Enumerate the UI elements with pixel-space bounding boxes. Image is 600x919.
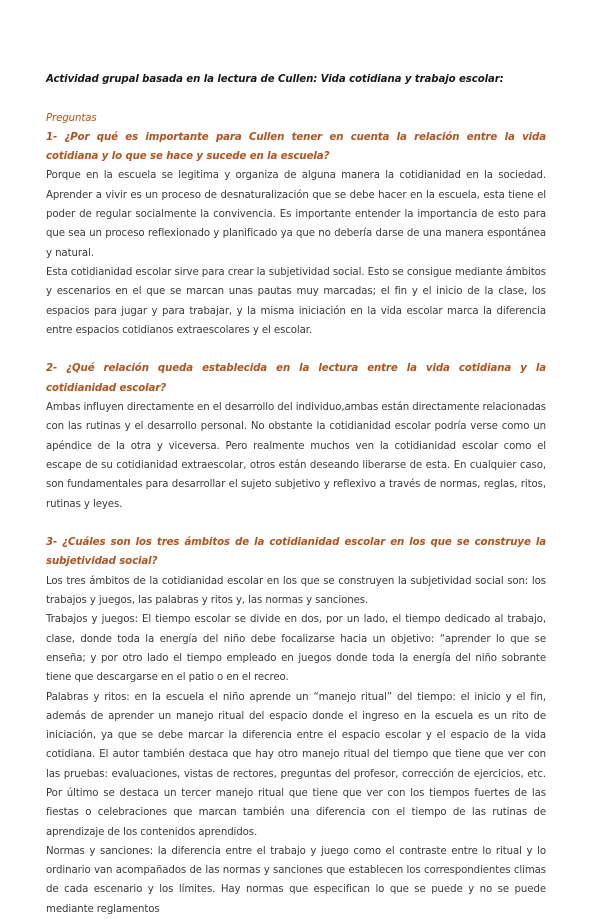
- question-3: 3- ¿Cuáles son los tres ámbitos de la cotidianidad escolar en los que se construye la subjetividad social?: [46, 537, 546, 568]
- answer-2-paragraph-1: Ambas influyen directamente en el desarrollo del individuo,ambas están directamente relacionadas con las rutinas y el desarrollo personal. No obstante la cotidianidad escolar podría verse como un apéndice de la otra y viceversa. Pero realmente muchos ven la cotidianidad escolar como el escape de su cotidianidad extraescolar, otros están deseando liberarse de esta. En cualquier caso, son fundamentales para desarrollar el sujeto subjetivo y reflexivo a través de normas, reglas, ritos, rutinas y leyes.: [46, 402, 546, 510]
- question-1: 1- ¿Por qué es importante para Cullen tener en cuenta la relación entre la vida cotidiana y lo que se hace y sucede en la escuela?: [46, 131, 546, 163]
- section-heading: Preguntas: [46, 112, 97, 124]
- answer-1-paragraph-2: Esta cotidianidad escolar sirve para crear la subjetividad social. Esto se consigue mediante ámbitos y escenarios en el que se marcan unas pautas muy marcadas; el fin y el inicio de la clase, los espacios para jugar y para trabajar, y la misma iniciación en la vida escolar marca la diferencia entre espacios cotidianos extraescolares y el escolar.: [46, 266, 546, 336]
- document-title: Actividad grupal basada en la lectura de Cullen: Vida cotidiana y trabajo escolar:: [46, 74, 504, 85]
- answer-3-paragraph-3: Palabras y ritos: en la escuela el niño aprende un “manejo ritual” del tiempo: el inicio y el fin, además de aprender un manejo ritual del espacio donde el ingreso en la escuela es un rito de iniciación, ya que se debe marcar la diferencia entre el espacio escolar y el espacio de la vida cotidiana. El autor también destaca que hay otro manejo ritual del tiempo que tiene que ver con las pruebas: evaluaciones, vistas de rectores, preguntas del profesor, corrección de ejercicios, etc. Por último se destaca un tercer manejo ritual que tiene que ver con los tiempos fuertes de las fiestas o celebraciones que marcan también una diferencia con el tiempo de las rutinas de aprendizaje de los contenidos aprendidos.: [46, 691, 546, 838]
- question-2: 2- ¿Qué relación queda establecida en la lectura entre la vida cotidiana y la cotidianidad escolar?: [46, 363, 546, 394]
- answer-1-paragraph-1: Porque en la escuela se legitima y organiza de alguna manera la cotidianidad en la sociedad. Aprender a vivir es un proceso de desnaturalización que se debe hacer en la escuela, esta tiene el poder de regular socialmente la convivencia. Es importante entender la importancia de esto para que sea un proceso reflexionado y planificado ya que no debería darse de una manera espontánea y natural.: [46, 170, 546, 259]
- answer-3-paragraph-1: Los tres ámbitos de la cotidianidad escolar en los que se construyen la subjetividad social son: los trabajos y juegos, las palabras y ritos y, las normas y sanciones.: [46, 575, 546, 607]
- answer-3-paragraph-2: Trabajos y juegos: El tiempo escolar se divide en dos, por un lado, el tiempo dedicado al trabajo, clase, donde toda la energía del niño debe focalizarse hacia un objetivo: “aprender lo que se enseña; y por otro lado el tiempo empleado en juegos donde toda la energía del niño sobrante tiene que descargarse en el patio o en el recreo.: [46, 614, 546, 684]
- answer-3-paragraph-4: Normas y sanciones: la diferencia entre el trabajo y juego como el contraste entre lo ritual y lo ordinario van acompañados de las normas y sanciones que establecen los correspondientes climas de cada escenario y los límites. Hay normas que especifican lo que se puede y no se puede mediante reglamentos: [46, 845, 546, 915]
